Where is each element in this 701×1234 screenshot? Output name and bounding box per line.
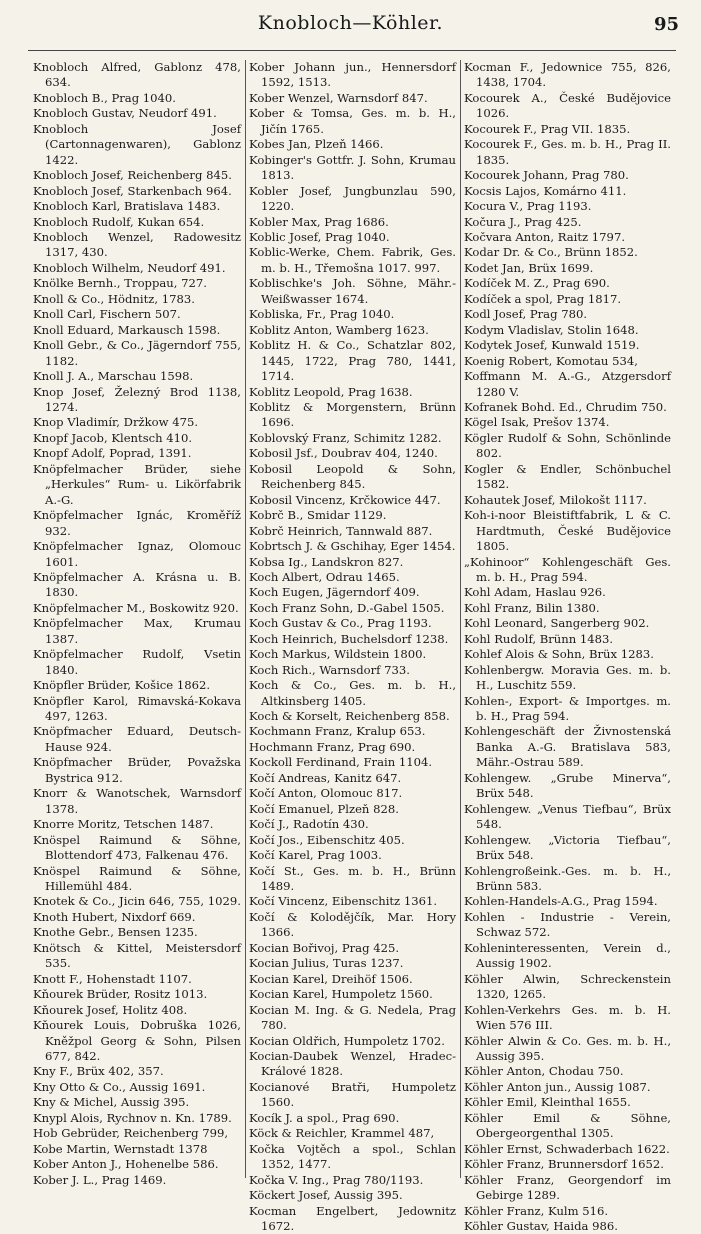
directory-entry: Kocian Karel, Humpoletz 1560. (249, 987, 433, 1002)
directory-entry: Kocman Engelbert, Jedownitz 1672. (249, 1203, 456, 1233)
directory-entry: Köhler Alwin & Co. Ges. m. b. H., Aussig 395. (464, 1033, 671, 1063)
directory-entry: Kodar Dr. & Co., Brünn 1852. (464, 245, 638, 260)
directory-entry: Knobloch Josef, Starkenbach 964. (33, 183, 232, 198)
directory-entry: Knöspel Raimund & Söhne, Hillemühl 484. (33, 863, 241, 894)
directory-entry: Knobloch Wilhelm, Neudorf 491. (33, 260, 226, 275)
directory-entry: Kocourek Johann, Prag 780. (464, 168, 629, 183)
directory-entry: Köhler Alwin, Schreckenstein 1320, 1265. (464, 971, 671, 1002)
directory-entry: Kohlengew. „Grube Minerva“, Brüx 548. (464, 770, 671, 801)
directory-entry: Kohl Leonard, Sangerberg 902. (464, 616, 650, 631)
directory-entry: Köhler Anton, Chodau 750. (464, 1064, 624, 1079)
directory-entry: Kohl Franz, Bilin 1380. (464, 600, 600, 615)
directory-entry: Kockoll Ferdinand, Frain 1104. (249, 755, 433, 770)
directory-entry: Knöpfelmacher M., Boskowitz 920. (33, 600, 239, 615)
directory-entry: Köhler Franz, Kulm 516. (464, 1203, 609, 1218)
directory-entry: Kohlengew. „Venus Tiefbau“, Brüx 548. (464, 801, 671, 832)
directory-entry: Koch Eugen, Jägerndorf 409. (249, 585, 420, 600)
directory-entry: Köhler Emil & Söhne, Obergeorgenthal 1305. (464, 1110, 671, 1141)
directory-entry: Koch & Korselt, Reichenberg 858. (249, 709, 450, 724)
directory-entry: Koblitz Leopold, Prag 1638. (249, 384, 413, 399)
directory-entry: Knöpfelmacher Brüder, siehe „Herkules“ Rum- u. Likörfabrik A.-G. (33, 461, 241, 507)
directory-entry: Knoll Eduard, Markausch 1598. (33, 322, 221, 337)
directory-entry: Kohautek Josef, Milokošt 1117. (464, 492, 647, 507)
directory-entry: Kobinger's Gottfr. J. Sohn, Krumau 1813. (249, 152, 456, 183)
directory-entry: Kohlen-, Export- & Importges. m. b. H., Prag 594. (464, 693, 671, 724)
directory-entry: Kocian M. Ing. & G. Nedela, Prag 780. (249, 1002, 456, 1033)
directory-entry: Kochmann Franz, Kralup 653. (249, 724, 426, 739)
directory-entry: Knoll Gebr., & Co., Jägerndorf 755, 1182. (33, 338, 241, 368)
directory-entry: Kogler & Endler, Schönbuchel 1582. (464, 461, 671, 492)
directory-entry: Knorre Moritz, Tetschen 1487. (33, 817, 214, 832)
directory-entry: Koffmann M. A.-G., Atzgersdorf 1280 V. (464, 369, 671, 399)
directory-entry: Knöpfelmacher Max, Krumau 1387. (33, 616, 241, 646)
directory-entry: Koblic Josef, Prag 1040. (249, 229, 390, 244)
directory-entry: Kocian-Daubek Wenzel, Hradec-Králové 1828. (249, 1049, 456, 1079)
directory-entry: Knöpfler Brüder, Košice 1862. (33, 678, 211, 693)
directory-entry: Kobosil Leopold & Sohn, Reichenberg 845. (249, 461, 456, 492)
directory-entry: Kocík J. a spol., Prag 690. (249, 1110, 400, 1125)
directory-entry: Knoll & Co., Hödnitz, 1783. (33, 291, 195, 306)
directory-entry: Kocian Oldřich, Humpoletz 1702. (249, 1033, 445, 1048)
directory-entry: Knopf Jacob, Klentsch 410. (33, 430, 193, 445)
directory-entry: Knott F., Hohenstadt 1107. (33, 971, 192, 986)
directory-entry: Knobloch Alfred, Gablonz 478, 634. (33, 60, 241, 90)
directory-entry: Kohl Rudolf, Brünn 1483. (464, 631, 614, 646)
directory-entry: Kocman F., Jedownice 755, 826, 1438, 1704. (464, 60, 671, 90)
directory-entry: Kočí St., Ges. m. b. H., Brünn 1489. (249, 863, 456, 894)
directory-entry: Knöpfler Karol, Rimavská-Kokava 497, 1263. (33, 693, 241, 724)
directory-entry: Kobler Josef, Jungbunzlau 590, 1220. (249, 183, 456, 214)
directory-entry: Kňourek Josef, Holitz 408. (33, 1002, 188, 1017)
directory-entry: Knobloch Gustav, Neudorf 491. (33, 106, 217, 121)
directory-entry: Kodym Vladislav, Stolin 1648. (464, 322, 639, 337)
directory-entry: Kohlef Alois & Sohn, Brüx 1283. (464, 647, 654, 662)
directory-entry: Kočka Vojtěch a spol., Schlan 1352, 1477. (249, 1141, 456, 1172)
directory-entry: Kober Johann jun., Hennersdorf 1592, 1513. (249, 60, 456, 90)
directory-entry: Köhler Anton jun., Aussig 1087. (464, 1079, 651, 1094)
directory-entry: Köckert Josef, Aussig 395. (249, 1188, 403, 1203)
directory-entry: Knoth Hubert, Nixdorf 669. (33, 909, 196, 924)
directory-entry: Kny Otto & Co., Aussig 1691. (33, 1079, 206, 1094)
directory-entry: Köhler Gustav, Haida 986. (464, 1218, 618, 1233)
directory-entry: Koblitz & Morgenstern, Brünn 1696. (249, 399, 456, 430)
directory-entry: Kober Wenzel, Warnsdorf 847. (249, 90, 428, 105)
directory-column-1 (30, 60, 245, 1187)
header-rule (28, 50, 676, 51)
directory-entry: Köhler Franz, Brunnersdorf 1652. (464, 1157, 664, 1172)
directory-entry: Knöpfelmacher Ignác, Kroměříž 932. (33, 508, 241, 538)
directory-entry: Kober Anton J., Hohenelbe 586. (33, 1157, 219, 1172)
directory-entry: Kocian Julius, Turas 1237. (249, 956, 404, 971)
directory-entry: Knölke Bernh., Troppau, 727. (33, 276, 207, 291)
directory-entry: Kofranek Bohd. Ed., Chrudim 750. (464, 399, 667, 414)
directory-entry: Kocourek F., Prag VII. 1835. (464, 121, 631, 136)
directory-entry: Kögel Isak, Prešov 1374. (464, 415, 610, 430)
directory-entry: Kňourek Louis, Dobruška 1026, Kněžpol Georg & Sohn, Pilsen 677, 842. (33, 1018, 241, 1063)
directory-entry: Knobloch B., Prag 1040. (33, 90, 176, 105)
directory-entry: Kočí Vincenz, Eibenschitz 1361. (249, 894, 438, 909)
directory-entry: Koch Albert, Odrau 1465. (249, 569, 400, 584)
directory-entry: Knypl Alois, Rychnov n. Kn. 1789. (33, 1110, 232, 1125)
directory-entry: Knop Vladimír, Držkow 475. (33, 415, 199, 430)
directory-entry: Knopf Adolf, Poprad, 1391. (33, 446, 192, 461)
directory-entry: Koch Rich., Warnsdorf 733. (249, 662, 410, 677)
directory-entry: Kohlenbergw. Moravia Ges. m. b. H., Luschitz 559. (464, 662, 671, 693)
directory-entry: Koch Heinrich, Buchelsdorf 1238. (249, 631, 449, 646)
directory-entry: Knoll J. A., Marschau 1598. (33, 369, 194, 384)
directory-entry: Kočí Andreas, Kanitz 647. (249, 770, 402, 785)
directory-entry: Köhler Emil, Kleinthal 1655. (464, 1095, 631, 1110)
directory-entry: Kobrtsch J. & Gschihay, Eger 1454. (249, 539, 456, 554)
directory-entry: Kohlengew. „Victoria Tiefbau“, Brüx 548. (464, 832, 671, 863)
directory-entry: Koch Markus, Wildstein 1800. (249, 647, 427, 662)
page-number: 95 (653, 14, 679, 35)
directory-entry: Kocourek F., Ges. m. b. H., Prag II. 1835. (464, 137, 671, 167)
directory-entry: Kobsa Ig., Landskron 827. (249, 554, 404, 569)
directory-entry: Kobrč B., Smidar 1129. (249, 508, 387, 523)
directory-entry: Knorr & Wanotschek, Warnsdorf 1378. (33, 786, 241, 816)
directory-entry: Hob Gebrüder, Reichenberg 799, (33, 1126, 229, 1141)
directory-entry: Kohlengroßeink.-Ges. m. b. H., Brünn 583. (464, 863, 671, 894)
directory-entry: Knobloch Karl, Bratislava 1483. (33, 199, 221, 214)
directory-entry: Kögler Rudolf & Sohn, Schönlinde 802. (464, 430, 671, 461)
directory-entry: Kočí J., Radotín 430. (249, 817, 369, 832)
directory-entry: Knoll Carl, Fischern 507. (33, 307, 181, 322)
directory-column-3 (460, 60, 675, 1233)
directory-entry: Koch & Co., Ges. m. b. H., Altkinsberg 1405. (249, 678, 456, 708)
directory-entry: Kočvara Anton, Raitz 1797. (464, 229, 625, 244)
directory-entry: Kočí & Kolodějčík, Mar. Hory 1366. (249, 909, 456, 940)
directory-entry: Kobosil Vincenz, Krčkowice 447. (249, 492, 441, 507)
directory-entry: Koblitz H. & Co., Schatzlar 802, 1445, 1722, Prag 780, 1441, 1714. (249, 338, 456, 384)
directory-entry: Koh-i-noor Bleistiftfabrik, L & C. Hardtmuth, České Budějovice 1805. (464, 508, 671, 554)
directory-entry: Kocian Bořivoj, Prag 425. (249, 940, 400, 955)
directory-entry: Kober J. L., Prag 1469. (33, 1172, 167, 1187)
directory-entry: Knobloch Josef, Reichenberg 845. (33, 168, 232, 183)
directory-entry: Knöpfelmacher A. Krásna u. B. 1830. (33, 569, 241, 600)
directory-entry: Kodíček M. Z., Prag 690. (464, 276, 610, 291)
directory-entry: Kodytek Josef, Kunwald 1519. (464, 338, 640, 353)
directory-entry: Knop Josef, Železný Brod 1138, 1274. (33, 384, 241, 414)
directory-entry: Kocourek A., České Budějovice 1026. (464, 90, 671, 121)
directory-entry: Kodet Jan, Brüx 1699. (464, 260, 594, 275)
directory-entry: Koblischke's Joh. Söhne, Mähr.-Weißwasser 1674. (249, 276, 456, 306)
directory-entry: Kodíček a spol, Prag 1817. (464, 291, 622, 306)
directory-entry: Kny F., Brüx 402, 357. (33, 1064, 164, 1079)
directory-entry: Kocura V., Prag 1193. (464, 199, 592, 214)
directory-entry: Koblic-Werke, Chem. Fabrik, Ges. m. b. H., Třemošna 1017. 997. (249, 245, 456, 275)
directory-entry: Knöspel Raimund & Söhne, Blottendorf 473, Falkenau 476. (33, 832, 241, 863)
directory-entry: Koch Gustav & Co., Prag 1193. (249, 616, 432, 631)
directory-entry: „Kohinoor“ Kohlengeschäft Ges. m. b. H., Prag 594. (464, 554, 671, 584)
directory-entry: Knobloch Rudolf, Kukan 654. (33, 214, 205, 229)
directory-entry: Kobler Max, Prag 1686. (249, 214, 389, 229)
directory-entry: Kohlen-Handels-A.G., Prag 1594. (464, 894, 658, 909)
directory-entry: Knothe Gebr., Bensen 1235. (33, 925, 198, 940)
directory-entry: Kocian Karel, Dreihöf 1506. (249, 971, 413, 986)
directory-entry: Köck & Reichler, Krammel 487, (249, 1126, 435, 1141)
directory-entry: Kočí Emanuel, Plzeň 828. (249, 801, 399, 816)
directory-entry: Köhler Franz, Georgendorf im Gebirge 1289. (464, 1172, 671, 1203)
page-header (0, 10, 701, 50)
directory-entry: Kňourek Brüder, Rositz 1013. (33, 987, 208, 1002)
directory-entry: Koenig Robert, Komotau 534, (464, 353, 638, 368)
directory-entry: Knöpfmacher Eduard, Deutsch-Hause 924. (33, 724, 241, 754)
directory-entry: Kobliska, Fr., Prag 1040. (249, 307, 395, 322)
directory-entry: Kohlen-Verkehrs Ges. m. b. H. Wien 576 III. (464, 1002, 671, 1033)
directory-entry: Kočí Anton, Olomouc 817. (249, 786, 403, 801)
page-title: Knobloch—Köhler. (257, 12, 444, 34)
directory-entry: Kohleninteressenten, Verein d., Aussig 1902. (464, 940, 671, 971)
directory-entry: Kny & Michel, Aussig 395. (33, 1095, 190, 1110)
directory-entry: Knötsch & Kittel, Meistersdorf 535. (33, 940, 241, 971)
directory-entry: Hochmann Franz, Prag 690. (249, 739, 416, 754)
directory-entry: Kobe Martin, Wernstadt 1378 (33, 1141, 208, 1156)
directory-entry: Kocsis Lajos, Komárno 411. (464, 183, 627, 198)
directory-entry: Kohl Adam, Haslau 926. (464, 585, 606, 600)
directory-entry: Knöpfmacher Brüder, Považska Bystrica 912. (33, 755, 241, 785)
directory-entry: Kočí Jos., Eibenschitz 405. (249, 832, 405, 847)
directory-entry: Knöpfelmacher Ignaz, Olomouc 1601. (33, 539, 241, 569)
directory-entry: Kohlen - Industrie - Verein, Schwaz 572. (464, 909, 671, 940)
directory-entry: Kohlengeschäft der Živnostenská Banka A.-G. Bratislava 583, Mähr.-Ostrau 589. (464, 724, 671, 770)
directory-columns (30, 60, 676, 1233)
directory-entry: Knobloch Wenzel, Radowesitz 1317, 430. (33, 229, 241, 260)
directory-entry: Knöpfelmacher Rudolf, Vsetin 1840. (33, 647, 241, 677)
directory-entry: Kocianové Bratři, Humpoletz 1560. (249, 1079, 456, 1110)
directory-column-2 (245, 60, 460, 1233)
directory-entry: Koblitz Anton, Wamberg 1623. (249, 322, 429, 337)
directory-entry: Kočura J., Prag 425. (464, 214, 582, 229)
directory-entry: Koch Franz Sohn, D.-Gabel 1505. (249, 600, 445, 615)
directory-entry: Koblovský Franz, Schimitz 1282. (249, 430, 442, 445)
directory-entry: Knotek & Co., Jicin 646, 755, 1029. (33, 894, 241, 909)
directory-entry: Kodl Josef, Prag 780. (464, 307, 588, 322)
directory-entry: Kobosil Jsf., Doubrav 404, 1240. (249, 446, 438, 461)
directory-entry: Kobrč Heinrich, Tannwald 887. (249, 523, 433, 538)
directory-entry: Köhler Ernst, Schwaderbach 1622. (464, 1141, 670, 1156)
directory-entry: Knobloch Josef (Cartonnagenwaren), Gablonz 1422. (33, 121, 241, 167)
directory-entry: Kober & Tomsa, Ges. m. b. H., Jičín 1765. (249, 106, 456, 136)
directory-entry: Kočí Karel, Prag 1003. (249, 848, 382, 863)
directory-entry: Kobes Jan, Plzeň 1466. (249, 137, 384, 152)
directory-entry: Kočka V. Ing., Prag 780/1193. (249, 1172, 424, 1187)
